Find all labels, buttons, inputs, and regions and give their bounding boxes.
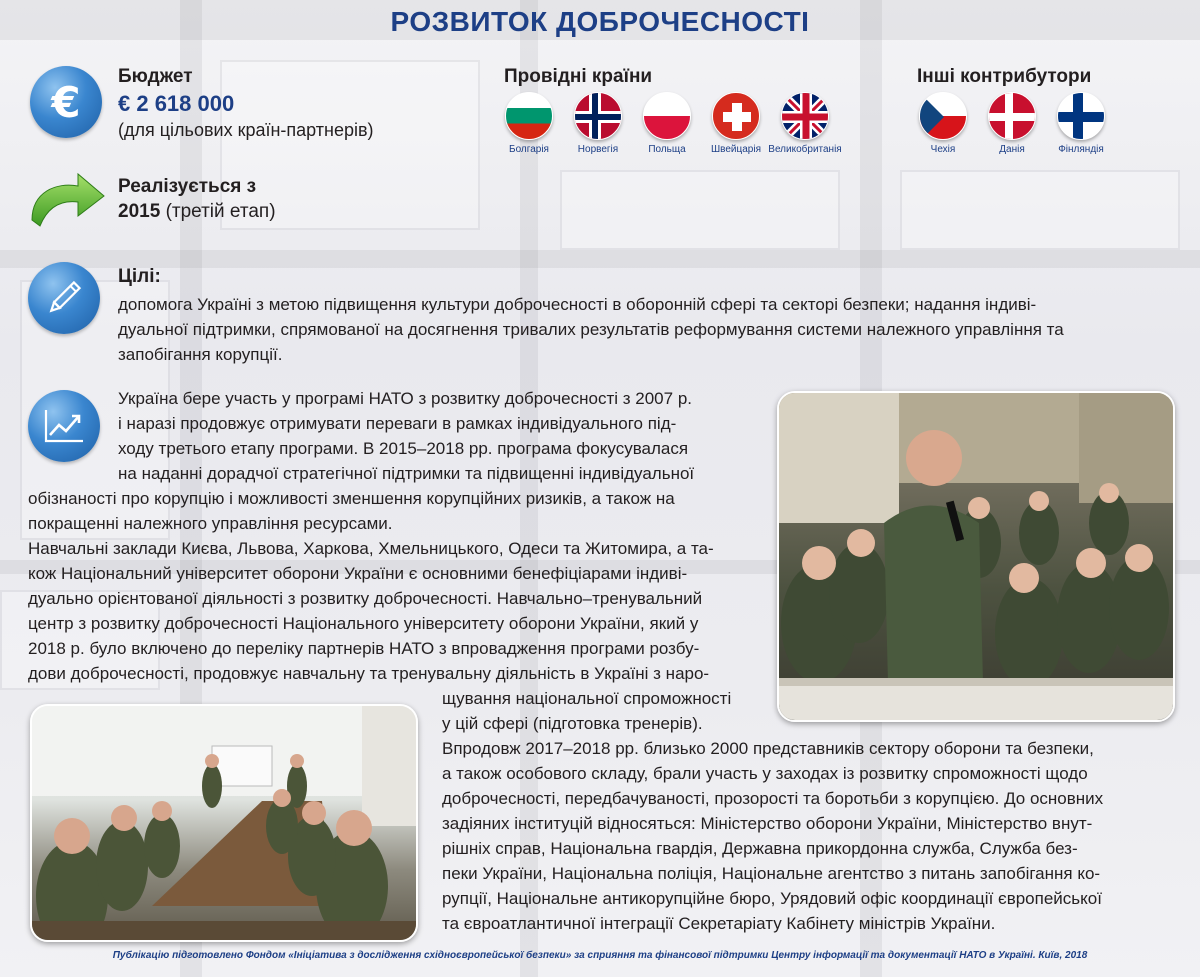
flag-czechia [903, 92, 983, 155]
budget-value: € 2 618 000 [118, 91, 235, 116]
progress-line: Впродовж 2017–2018 рр. близько 2000 представників сектору оборони та безпеки, [442, 739, 1094, 758]
refresh-arrow-icon [26, 170, 106, 236]
flag-label: Фінляндія [1058, 144, 1104, 155]
photo-officer-speaking [777, 391, 1175, 722]
flag-label: Данія [999, 144, 1025, 155]
goals-line: допомога Україні з метою підвищення культури доброчесності в оборонній сфері та секторі безпеки; надання індиві- [118, 295, 1037, 314]
flag-poland [627, 92, 707, 155]
progress-line: задіяних інституцій відносяться: Міністерство оборони України, Міністерство внут- [442, 814, 1093, 833]
progress-line: та євроатлантичної інтеграції Секретаріату Кабінету міністрів України. [442, 914, 996, 933]
flag-label: Польща [648, 144, 686, 155]
flag-label: Швейцарія [711, 144, 761, 155]
lead-countries-title: Провідні країни [504, 66, 653, 87]
progress-line: дови доброчесності, продовжує навчальну та тренувальну діяльність в Україні з наро- [28, 664, 710, 683]
progress-line: рупції, Національне антикорупційне бюро, Урядовий офіс координації європейської [442, 889, 1102, 908]
goals-label: Цілі: [118, 266, 161, 287]
page-title: РОЗВИТОК ДОБРОЧЕСНОСТІ [390, 6, 810, 37]
euro-icon: € [30, 66, 102, 138]
implementation-year: 2015 [118, 201, 161, 222]
flag-norway [558, 92, 638, 155]
progress-line: доброчесності, передбачуваності, прозорості та боротьби з корупцією. До основних [442, 789, 1104, 808]
progress-line: а також особового складу, брали участь у заходах із розвитку спроможності щодо [442, 764, 1088, 783]
progress-line: і наразі продовжує отримувати переваги в рамках індивідуального під- [118, 414, 677, 433]
progress-line: Україна бере участь у програмі НАТО з розвитку доброчесності з 2007 р. [118, 389, 692, 408]
goals-line: запобігання корупції. [118, 345, 283, 364]
chart-growth-icon [28, 390, 100, 462]
flag-bulgaria [489, 92, 569, 155]
flag-label: Болгарія [509, 144, 549, 155]
progress-line: обізнаності про корупцію і можливості зменшення корупційних ризиків, а також на [28, 489, 675, 508]
flag-denmark [972, 92, 1052, 155]
progress-line: пеки України, Національна поліція, Національне агентство з питань запобігання ко- [442, 864, 1101, 883]
progress-line: рішніх справ, Національна гвардія, Державна прикордонна служба, Служба без- [442, 839, 1078, 858]
goals-line: дуальної підтримки, спрямованої на досягнення тривалих результатів реформування системи належного управління та [118, 320, 1064, 339]
pencil-icon [28, 262, 100, 334]
footer-credit: Публікацію підготовлено Фондом «Ініціатива з дослідження східноєвропейської безпеки» за сприяння та фінансової підтримки Центру інформації та документації НАТО в Україні. Київ, 2018 [112, 950, 1088, 961]
progress-line: кож Національний університет оборони України є основними бенефіціарами індиві- [28, 564, 688, 583]
implementation-stage: (третій етап) [165, 201, 276, 222]
progress-line: у цій сфері (підготовка тренерів). [442, 714, 703, 733]
progress-line: покращенні належного управління ресурсами. [28, 514, 393, 533]
progress-line: на наданні дорадчої стратегічної підтримки та підвищенні індивідуальної [118, 464, 695, 483]
flag-label: Великобританія [768, 144, 842, 155]
flag-switzerland [696, 92, 776, 155]
progress-line: ходу третього етапу програми. В 2015–2018 рр. програма фокусувалася [118, 439, 689, 458]
flag-united-kingdom [765, 92, 845, 155]
progress-line: дуально орієнтованої діяльності з розвитку доброчесності. Навчально–тренувальний [28, 589, 703, 608]
progress-line: Навчальні заклади Києва, Львова, Харкова, Хмельницького, Одеси та Житомира, а та- [28, 539, 714, 558]
photo-training-classroom [30, 704, 418, 942]
progress-line: щування національної спроможності [442, 689, 732, 708]
flag-label: Чехія [930, 144, 956, 155]
budget-label: Бюджет [118, 66, 193, 87]
budget-note: (для цільових країн-партнерів) [118, 120, 374, 140]
implementation-label: Реалізується з [118, 176, 257, 197]
progress-line: 2018 р. було включено до переліку партнерів НАТО з впровадження програми розбу- [28, 639, 700, 658]
implementation-period [118, 201, 276, 223]
flag-label: Норвегія [577, 144, 619, 155]
flag-finland [1041, 92, 1121, 155]
other-contributors-title: Інші контрибутори [917, 66, 1092, 87]
progress-line: центр з розвитку доброчесності Національного університету оборони України, який у [28, 614, 699, 633]
